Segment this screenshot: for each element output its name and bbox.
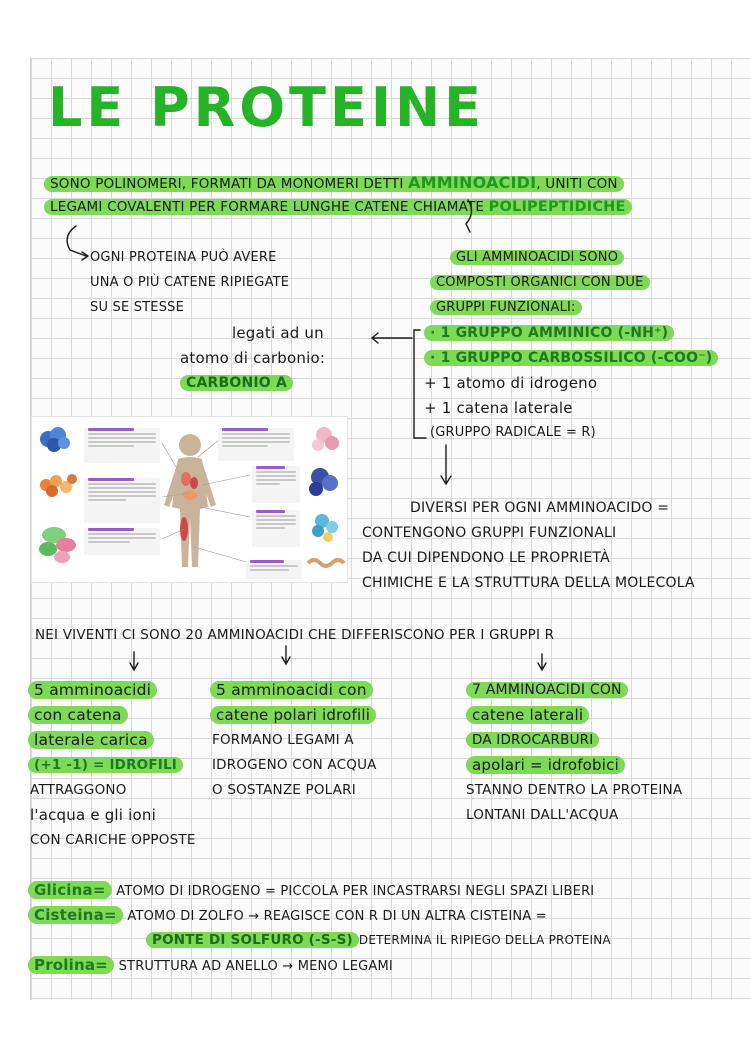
left-note-1: OGNI PROTEINA PUÒ AVERE bbox=[90, 250, 277, 265]
col1-head-2: con catena bbox=[28, 705, 128, 725]
down-arrow-col3-icon bbox=[538, 654, 546, 670]
col3-head-4: apolari = idrofobici bbox=[466, 755, 625, 775]
col3-head-3: DA IDROCARBURI bbox=[466, 730, 599, 750]
prolina-text: STRUTTURA AD ANELLO → MENO LEGAMI bbox=[118, 959, 393, 974]
col1-body-2: l'acqua e gli ioni bbox=[30, 806, 156, 824]
aa-side-chain: + 1 catena laterale bbox=[424, 399, 573, 417]
intro-keyword-polipeptidiche: POLIPEPTIDICHE bbox=[488, 199, 626, 215]
intro-text-a: SONO POLINOMERI, FORMATI DA MONOMERI DETTI bbox=[50, 176, 404, 192]
cisteina-bridge: PONTE DI SOLFURO (-S-S) bbox=[146, 932, 359, 948]
col1-body-3: CON CARICHE OPPOSTE bbox=[30, 832, 196, 848]
col2-body-1: FORMANO LEGAMI A bbox=[212, 732, 354, 748]
glicina-text: ATOMO DI IDROGENO = PICCOLA PER INCASTRARSI NEGLI SPAZI LIBERI bbox=[116, 884, 595, 899]
down-arrow-col1-icon bbox=[130, 652, 138, 670]
col2-head-1: 5 amminoacidi con bbox=[210, 680, 373, 700]
diversi-line-3: DA CUI DIPENDONO LE PROPRIETÀ bbox=[362, 550, 610, 566]
intro-keyword-amminoacidi: AMMINOACIDI bbox=[408, 173, 537, 192]
aa-hydrogen: + 1 atomo di idrogeno bbox=[424, 374, 598, 392]
diversi-line-1: DIVERSI PER OGNI AMMINOACIDO = bbox=[410, 500, 670, 516]
col3-body-1: STANNO DENTRO LA PROTEINA bbox=[466, 782, 683, 798]
aa-radical: (GRUPPO RADICALE = R) bbox=[430, 425, 596, 440]
aa-line-1: GLI AMMINOACIDI SONO bbox=[450, 248, 624, 268]
carbon-line-1: legati ad un bbox=[232, 324, 324, 342]
col1-head-3: laterale carica bbox=[28, 730, 154, 750]
col3-head-2: catene laterali bbox=[466, 705, 589, 725]
cisteina-rest: DETERMINA IL RIPIEGO DELLA PROTEINA bbox=[358, 933, 611, 947]
diversi-line-4: CHIMICHE E LA STRUTTURA DELLA MOLECOLA bbox=[362, 575, 695, 591]
col2-body-2: IDROGENO CON ACQUA bbox=[212, 757, 377, 773]
intro-bracket-icon bbox=[466, 200, 472, 232]
col1-head-1: 5 amminoacidi bbox=[28, 680, 157, 700]
left-note-3: SU SE STESSE bbox=[90, 300, 185, 315]
cisteina-text: ATOMO DI ZOLFO → REAGISCE CON R DI UN ALTRA CISTEINA = bbox=[127, 909, 547, 924]
intro-text-c: , UNITI CON bbox=[536, 176, 618, 192]
aa-group-amminico: · 1 GRUPPO AMMINICO (-NH⁺) bbox=[424, 323, 674, 343]
page-title: LE PROTEINE bbox=[48, 76, 486, 139]
col3-head-1: 7 AMMINOACIDI CON bbox=[466, 680, 628, 700]
group-bracket-icon bbox=[414, 330, 426, 438]
aa-line-3: GRUPPI FUNZIONALI: bbox=[430, 298, 582, 318]
col3-body-2: LONTANI DALL'ACQUA bbox=[466, 807, 619, 823]
carbon-alpha: CARBONIO Α bbox=[180, 373, 293, 393]
glicina-label: Glicina= bbox=[28, 881, 112, 899]
col1-body-1: ATTRAGGONO bbox=[30, 782, 127, 798]
diversi-line-2: CONTENGONO GRUPPI FUNZIONALI bbox=[362, 525, 617, 541]
col1-head-4: (+1 -1) = IDROFILI bbox=[28, 755, 183, 775]
intro-text-2a: LEGAMI COVALENTI PER FORMARE LUNGHE CATENE bbox=[50, 199, 409, 215]
down-arrow-col2-icon bbox=[282, 646, 290, 664]
curved-arrow-icon bbox=[67, 226, 86, 256]
prolina-label: Prolina= bbox=[28, 956, 114, 974]
left-note-2: UNA O PIÙ CATENE RIPIEGATE bbox=[90, 275, 290, 290]
cisteina-label: Cisteina= bbox=[28, 906, 123, 924]
col2-head-2: catene polari idrofili bbox=[210, 705, 376, 725]
twenty-aminoacids: NEI VIVENTI CI SONO 20 AMMINOACIDI CHE DIFFERISCONO PER I GRUPPI R bbox=[35, 627, 555, 643]
col2-body-3: O SOSTANZE POLARI bbox=[212, 782, 356, 798]
intro-text-2b: CHIAMATE bbox=[413, 199, 485, 215]
carbon-line-2: atomo di carbonio: bbox=[180, 349, 326, 367]
aa-group-carbossilico: · 1 GRUPPO CARBOSSILICO (-COO⁻) bbox=[424, 348, 718, 368]
aa-line-2: COMPOSTI ORGANICI CON DUE bbox=[430, 273, 650, 293]
